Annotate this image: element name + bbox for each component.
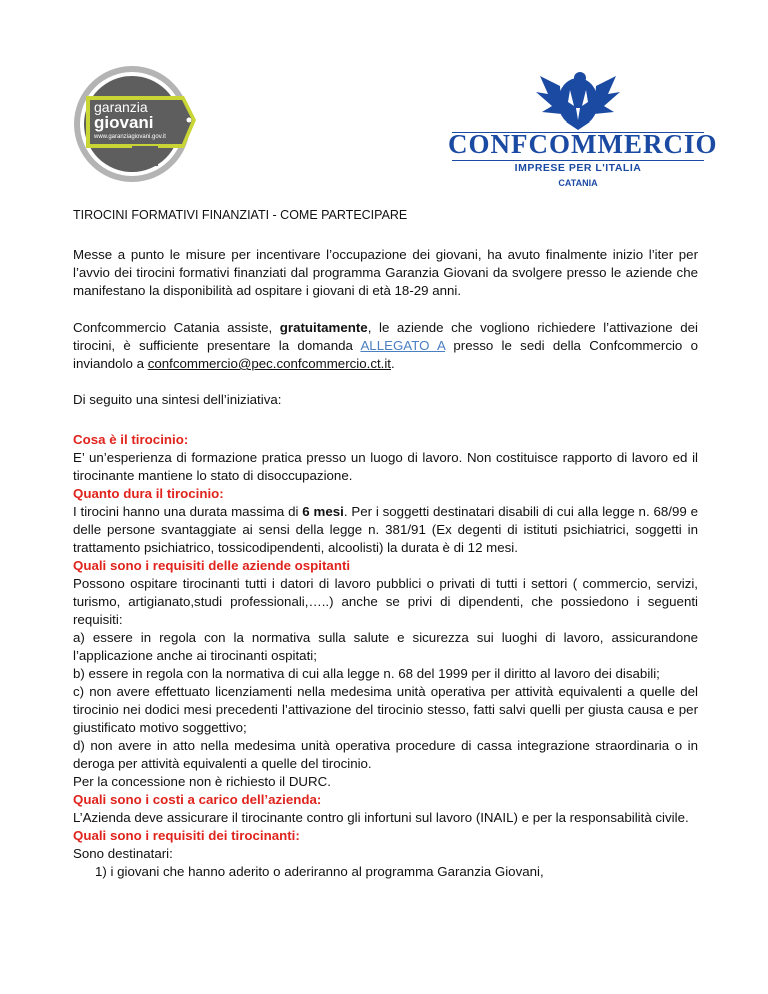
section-heading-duration: Quanto dura il tirocinio:	[73, 486, 224, 501]
logo-text-subtitle: IMPRESE PER L'ITALIA	[514, 162, 642, 174]
logo-text-giovani: giovani	[94, 113, 154, 132]
requirement-c: c) non avere effettuato licenziamenti nella medesima unità operativa per attività equivalenti a quelle del tirocinio nei dodici mesi precedenti l’attivazione del tirocinio stesso, fatti salvi quelli per giusta causa e per giustificato motivo soggettivo;	[73, 684, 698, 735]
section-text-duration	[73, 503, 698, 557]
logo-text-confcommercio: CONFCOMMERCIO	[448, 129, 718, 159]
eagle-icon	[448, 72, 708, 132]
intro-paragraph: Messe a punto le misure per incentivare l’occupazione dei giovani, ha avuto finalmente inizio l’iter per l’avvio dei tirocini formativi finanziati dal programma Garanzia Giovani da svolgere presso le aziende che manifestano la disponibilità ad ospitare i giovani di età 18-29 anni.	[73, 247, 698, 298]
email-link[interactable]: confcommercio@pec.confcommercio.ct.it	[147, 356, 391, 371]
duration-bold: 6 mesi	[302, 504, 344, 519]
section-text-costs: L’Azienda deve assicurare il tirocinante contro gli infortuni sul lavoro (INAIL) e per la responsabilità civile.	[73, 810, 689, 825]
assist-text-c: presso le sedi della Confcommercio o inviandolo a	[73, 338, 698, 371]
section-text-trainees: Sono destinatari:	[73, 846, 173, 861]
duration-text-b: . Per i soggetti destinatari disabili di cui alla legge n. 68/99 e delle persone svantaggiate ai sensi della legge n. 381/91 (Ex degenti di istituti psichiatrici, soggetti in trattamento psichiatrico, tossicodipendenti, alcoolisti) la durata è di 12 mesi.	[73, 504, 698, 555]
logo-text-garanzia: garanzia	[94, 99, 148, 115]
garanzia-giovani-logo	[72, 62, 200, 186]
document-title: TIROCINI FORMATIVI FINANZIATI - COME PARTECIPARE	[73, 208, 408, 222]
assist-text-b: , le aziende che vogliono richiedere l’attivazione dei tirocini, è sufficiente presentare la domanda	[73, 320, 698, 353]
summary-line: Di seguito una sintesi dell’iniziativa:	[73, 392, 282, 407]
section-heading-costs: Quali sono i costi a carico dell’azienda:	[73, 792, 322, 807]
assist-text-a: Confcommercio Catania assiste,	[73, 320, 273, 335]
requirement-a: a) essere in regola con la normativa sulla salute e sicurezza sui luoghi di lavoro, assicurandone l’applicazione anche ai tirocinanti ospitati;	[73, 630, 698, 663]
section-text-requirements: Possono ospitare tirocinanti tutti i datori di lavoro pubblici o privati di tutti i settori ( commercio, servizi, turismo, artigianato,studi professionali,…..) anche se privi di dipendenti, che possiedono i seguenti requisiti:	[73, 576, 698, 627]
confcommercio-logo	[448, 72, 718, 192]
logo-url: www.garanziagiovani.gov.it	[94, 134, 166, 140]
section-heading-what: Cosa è il tirocinio:	[73, 432, 189, 447]
durc-note: Per la concessione non è richiesto il DURC.	[73, 774, 331, 789]
logo-rule-bottom	[452, 160, 704, 161]
assist-text-d: .	[391, 356, 395, 371]
requirement-d: d) non avere in atto nella medesima unità operativa procedure di cassa integrazione straordinaria o in deroga per attività equivalenti a quelle del tirocinio.	[73, 738, 698, 771]
allegato-a-link[interactable]: ALLEGATO A	[360, 338, 446, 353]
section-text-what: E’ un’esperienza di formazione pratica presso un luogo di lavoro. Non costituisce rapporto di lavoro ed il tirocinante mantiene lo stato di disoccupazione.	[73, 450, 698, 483]
sections-body	[73, 431, 698, 881]
duration-text-a: I tirocini hanno una durata massima di	[73, 504, 299, 519]
trainee-list-item-1: 1) i giovani che hanno aderito o aderiranno al programma Garanzia Giovani,	[95, 864, 544, 879]
section-heading-requirements-companies: Quali sono i requisiti delle aziende ospitanti	[73, 558, 351, 573]
assist-bold-free: gratuitamente	[279, 320, 368, 335]
assist-paragraph	[73, 319, 698, 373]
requirement-b: b) essere in regola con la normativa di cui alla legge n. 68 del 1999 per il diritto al lavoro dei disabili;	[73, 666, 660, 681]
section-heading-requirements-trainees: Quali sono i requisiti dei tirocinanti:	[73, 828, 300, 843]
logo-text-city: CATANIA	[558, 178, 598, 188]
